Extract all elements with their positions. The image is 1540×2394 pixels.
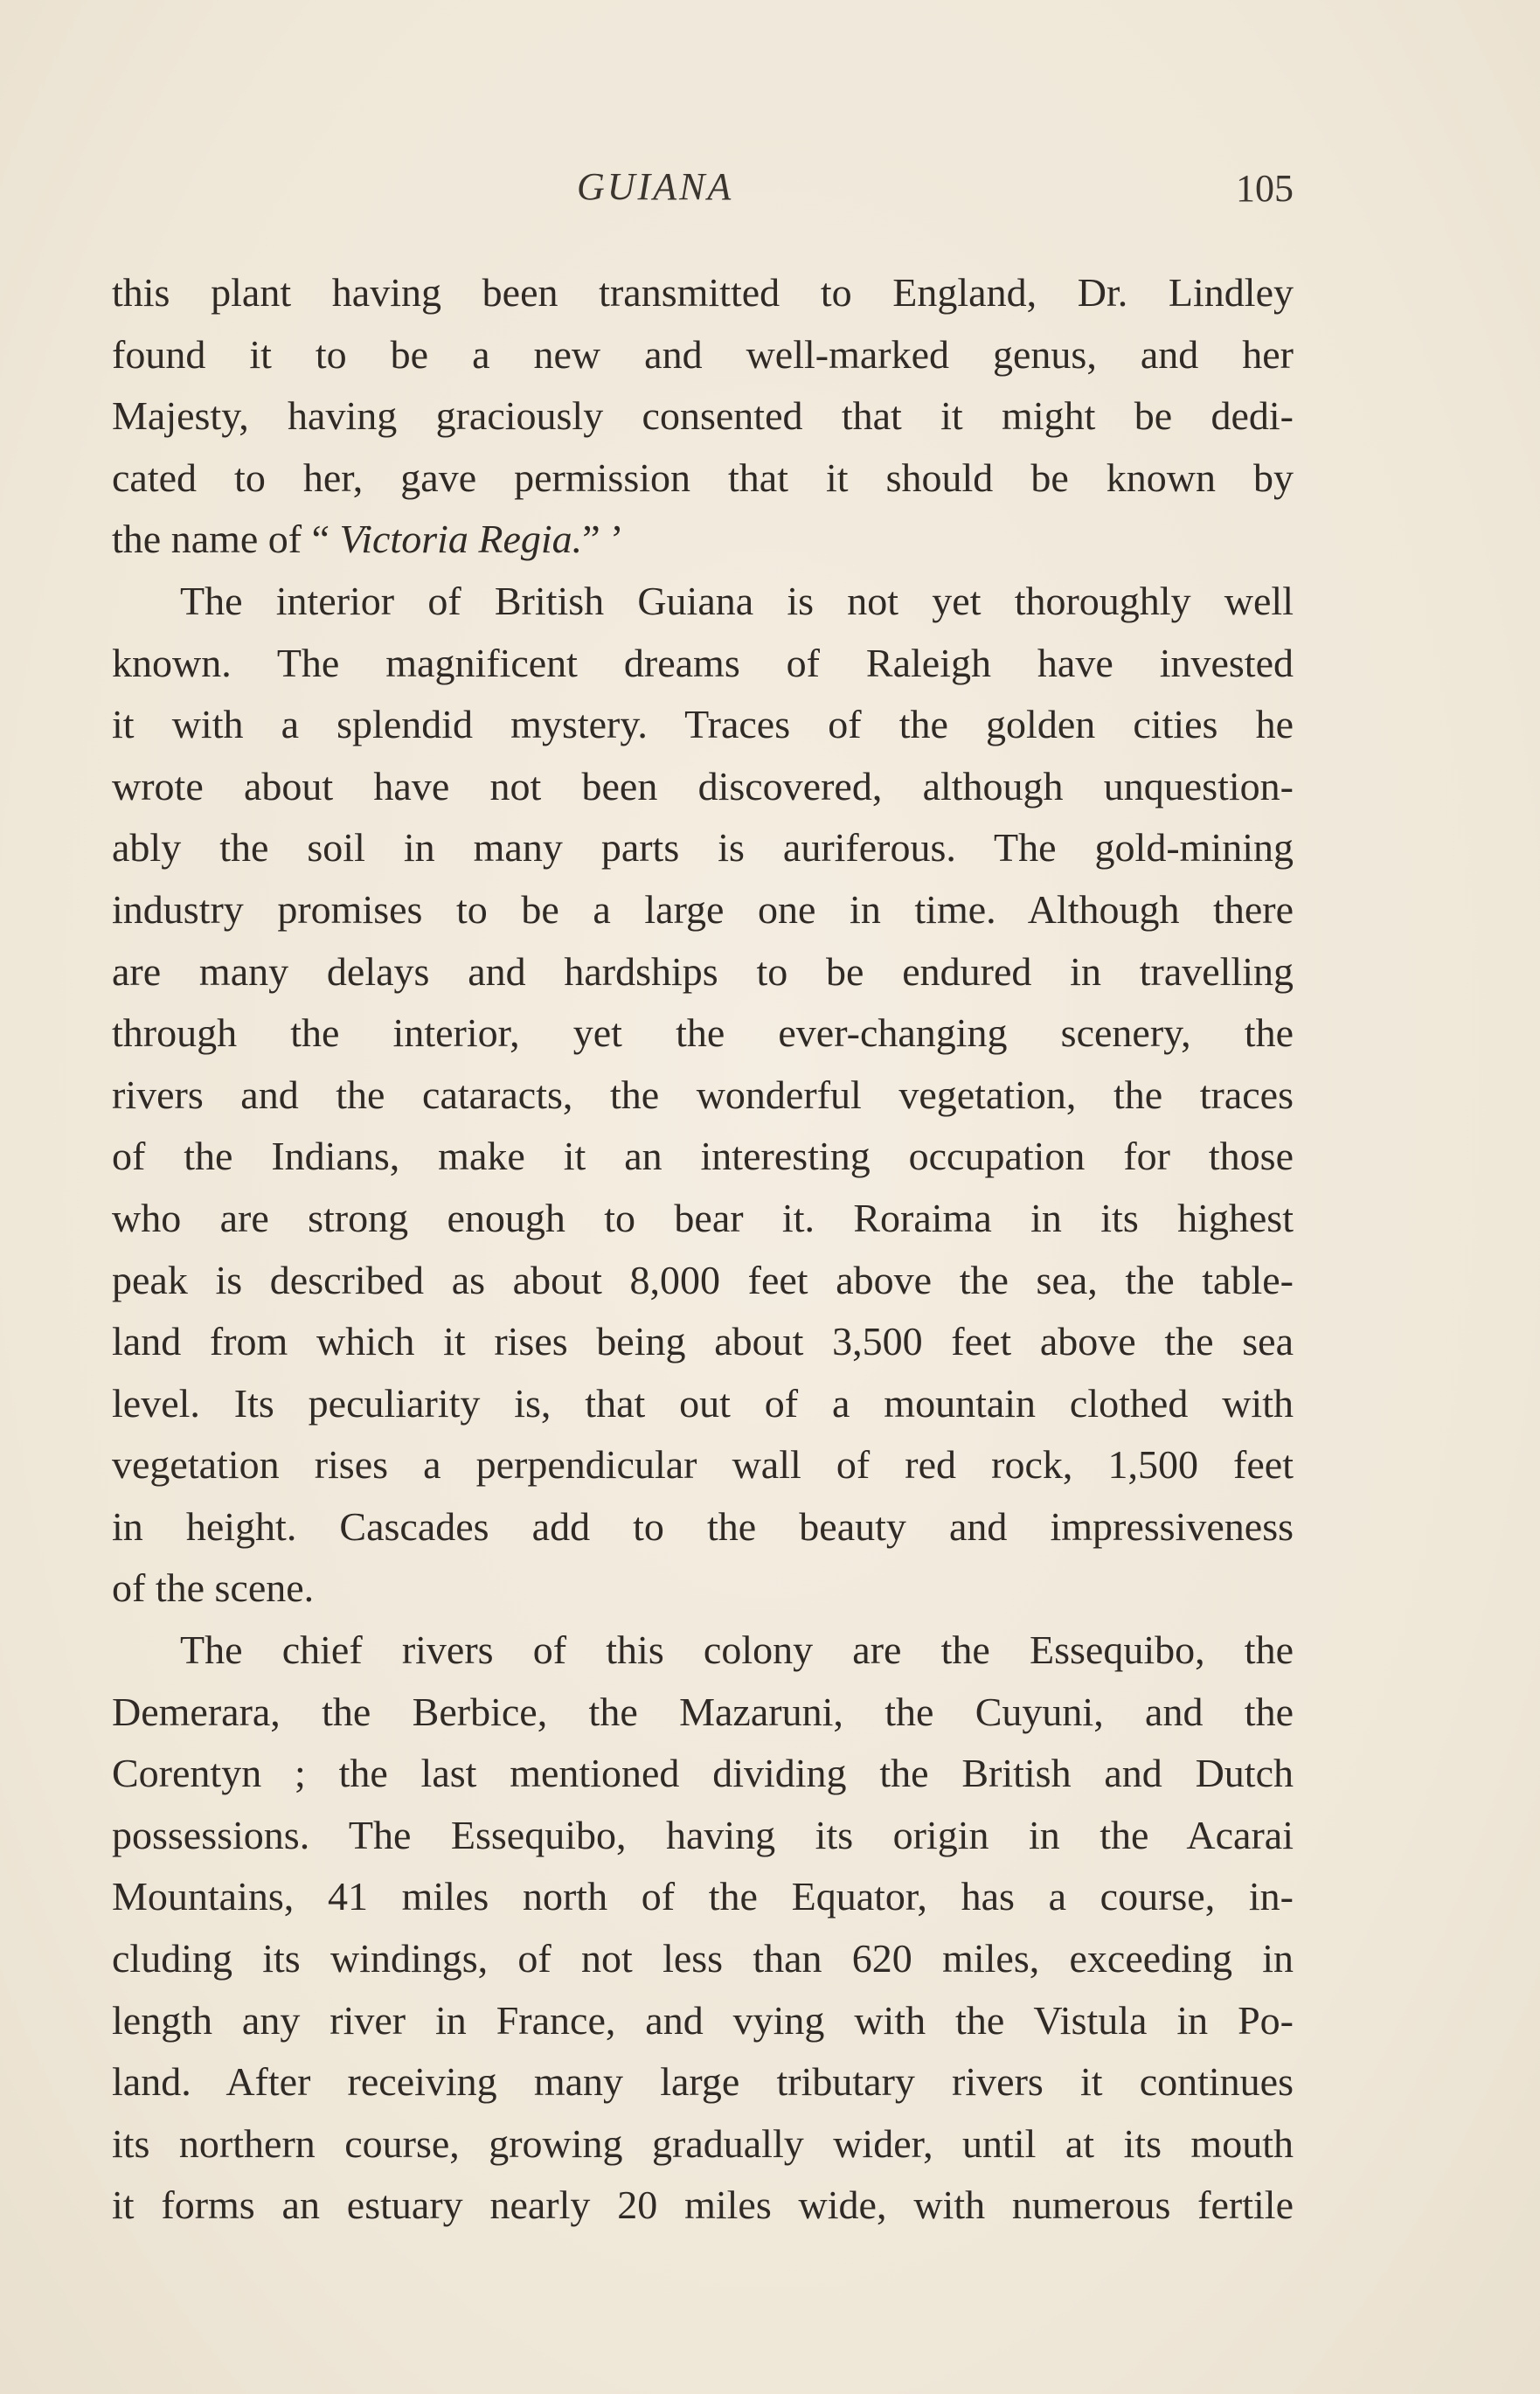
body-text [112,262,1294,2237]
text-line: possessions. The Essequibo, having its origin in the Acarai [112,1812,1294,1857]
text-line: its northern course, growing gradually wider, until at its mouth [112,2120,1294,2166]
text-line: it forms an estuary nearly 20 miles wide, with numerous fertile [112,2182,1294,2228]
text-line: Demerara, the Berbice, the Mazaruni, the Cuyuni, and the [112,1689,1294,1734]
running-title: GUIANA [577,165,734,208]
text-line: cluding its windings, of not less than 620 miles, exceeding in [112,1936,1294,1981]
text-line: Majesty, having graciously consented that it might be dedi- [112,393,1294,439]
text-line: level. Its peculiarity is, that out of a mountain clothed with [112,1380,1294,1426]
text-line: through the interior, yet the ever-changing scenery, the [112,1010,1294,1056]
text-line [112,509,1294,571]
text-line: in height. Cascades add to the beauty and impressiveness [112,1503,1294,1549]
text-line: known. The magnificent dreams of Raleigh have invested [112,640,1294,685]
text-line: it with a splendid mystery. Traces of the golden cities he [112,702,1294,747]
text-line: Corentyn ; the last mentioned dividing the British and Dutch [112,1751,1294,1796]
italic-title: Victoria Regia. [339,517,583,562]
text-line: are many delays and hardships to be endured in travelling [112,948,1294,994]
text-line: of the Indians, make it an interesting occupation for those [112,1134,1294,1179]
text-line: peak is described as about 8,000 feet above the sea, the table- [112,1257,1294,1302]
text-line: cated to her, gave permission that it should be known by [112,455,1294,500]
text-line: this plant having been transmitted to England, Dr. Lindley [112,270,1294,315]
text-line: land from which it rises being about 3,500 feet above the sea [112,1319,1294,1364]
running-head [114,164,1294,226]
text-line: found it to be a new and well-marked genus, and her [112,331,1294,377]
text-line: industry promises to be a large one in time. Although there [112,886,1294,932]
text-line: rivers and the cataracts, the wonderful vegetation, the traces [112,1072,1294,1117]
text-line: wrote about have not been discovered, although unquestion- [112,763,1294,808]
text-line: ably the soil in many parts is auriferous. The gold-mining [112,825,1294,871]
text-segment: the name of “ [112,517,340,562]
text-line: Mountains, 41 miles north of the Equator, has a course, in- [112,1874,1294,1919]
text-line: The chief rivers of this colony are the Essequibo, the [180,1627,1294,1673]
text-line: land. After receiving many large tributary rivers it continues [112,2059,1294,2105]
text-line: who are strong enough to bear it. Roraima in its highest [112,1195,1294,1240]
text-line: of the scene. [112,1565,315,1611]
text-line: length any river in France, and vying with the Vistula in Po- [112,1997,1294,2043]
text-segment: ” ’ [582,517,624,562]
text-line: The interior of British Guiana is not yet thoroughly well [180,578,1294,623]
page-number: 105 [1236,167,1294,210]
text-line: vegetation rises a perpendicular wall of red rock, 1,500 feet [112,1442,1294,1488]
